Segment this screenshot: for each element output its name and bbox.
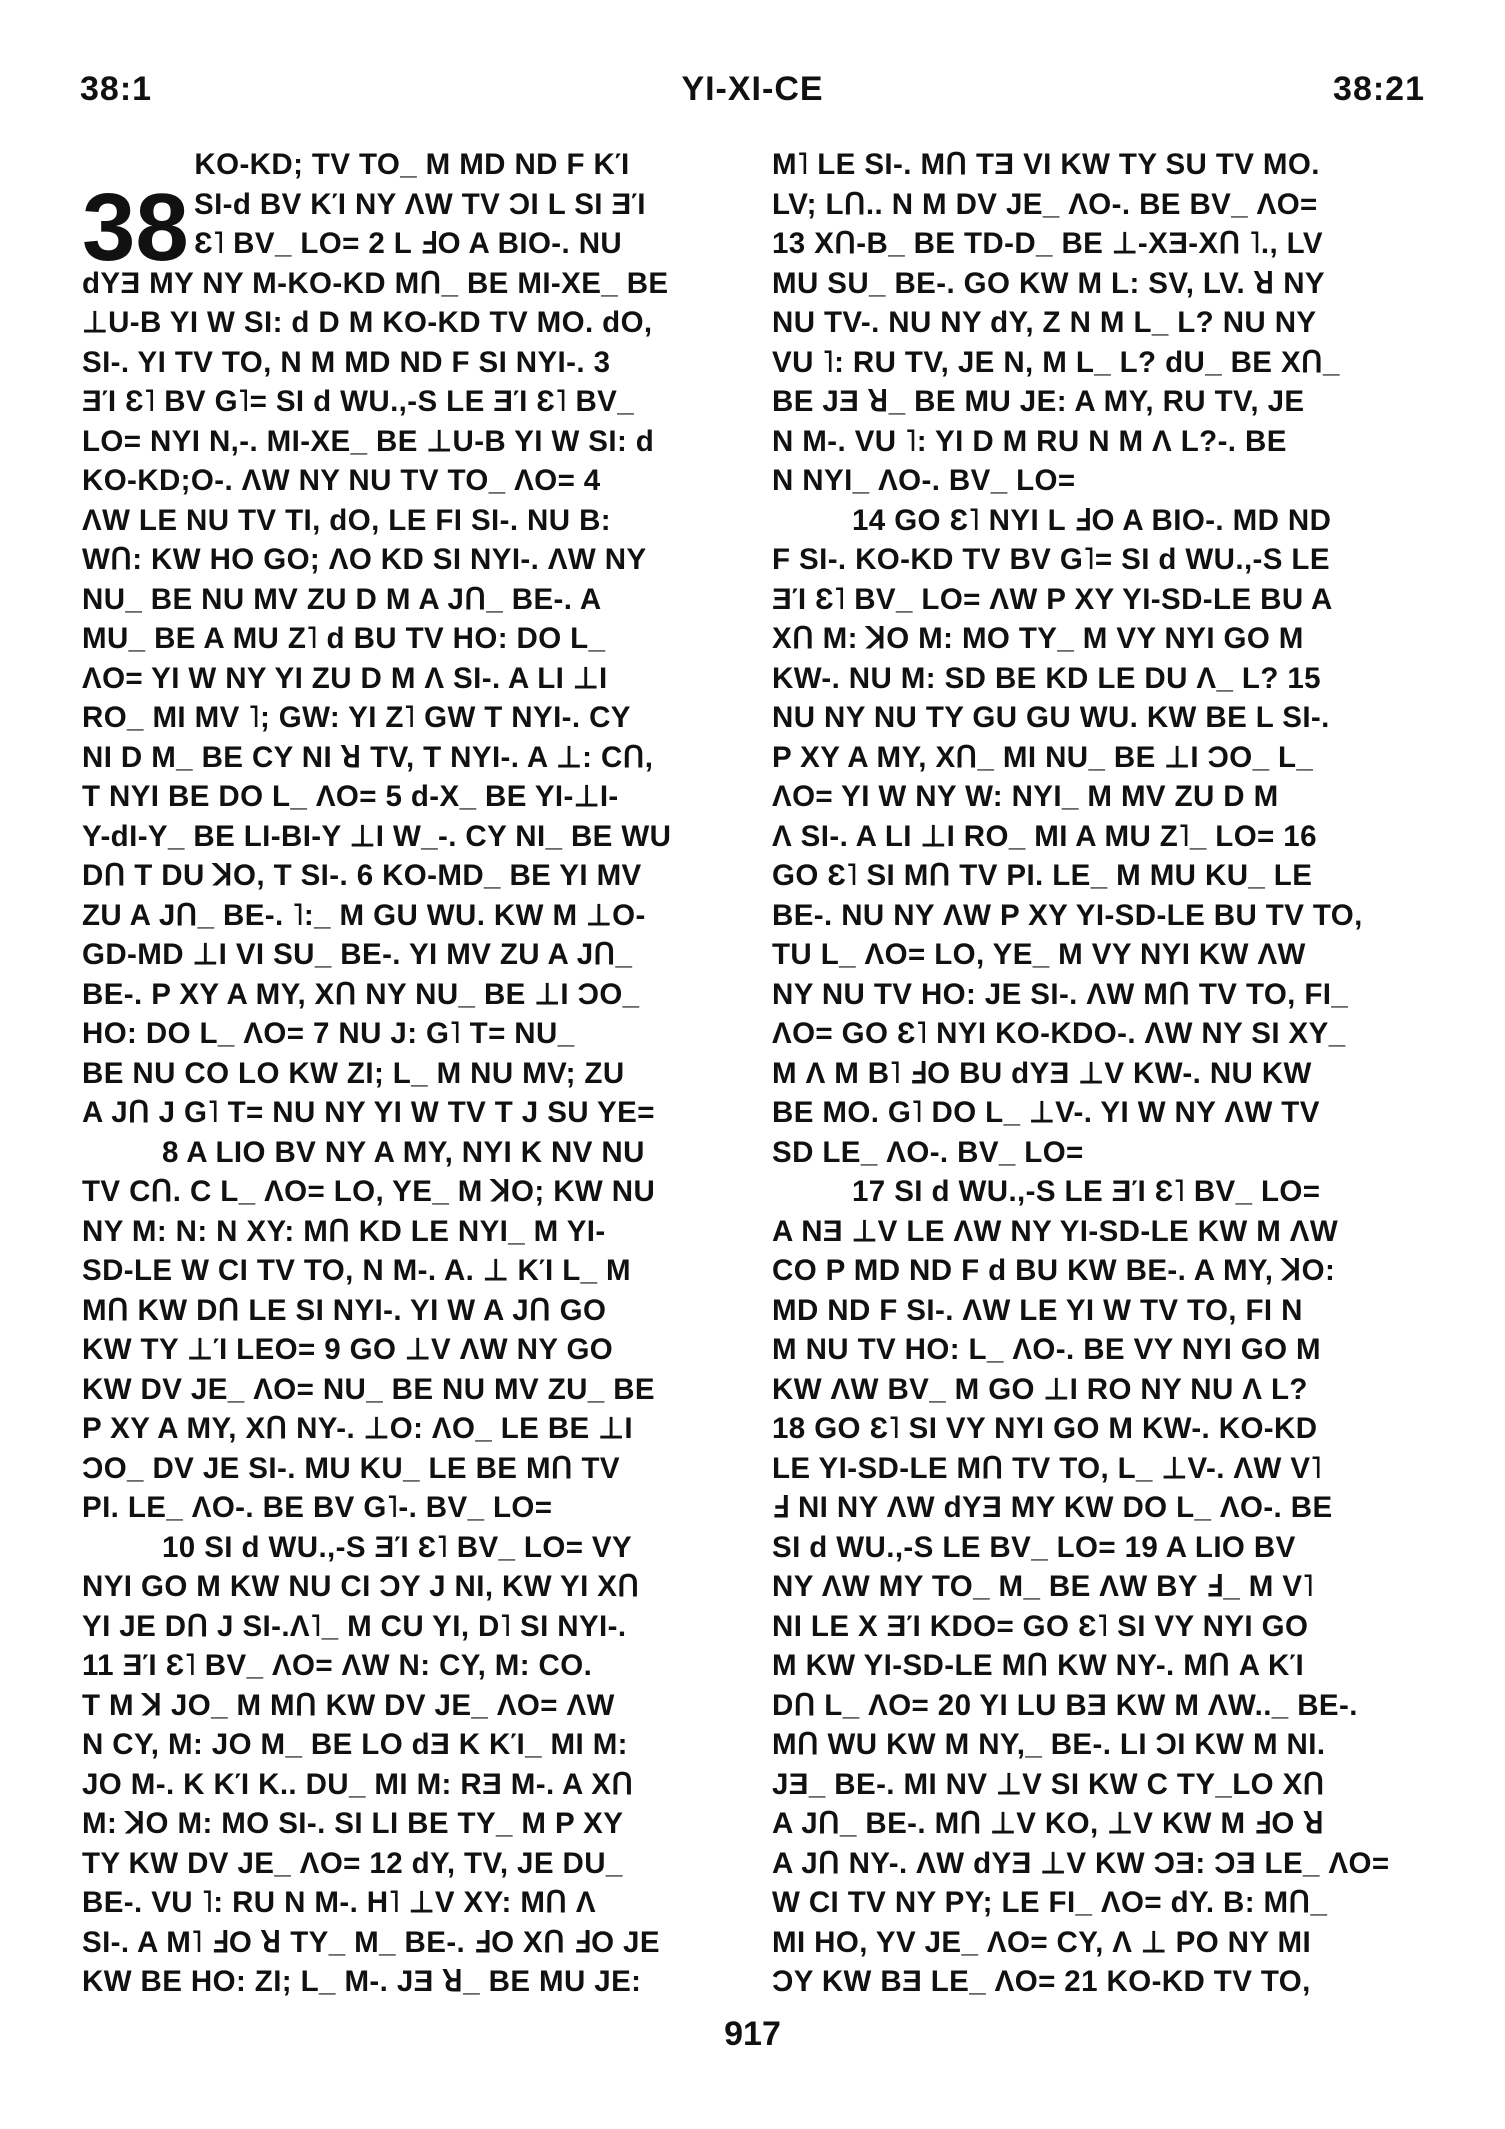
- text-line: SD LE_ ΛO-. BV_ LO=: [772, 1135, 1084, 1169]
- running-header: [80, 70, 1425, 120]
- text-line: SD-LE W CI TV TO, N M-. A. ⊥ ΚΊ L_ M: [82, 1254, 632, 1287]
- text-line: 17 SI d WU.,-S LE ƎΊ Ɛ˥ BV_ LO=: [852, 1175, 1321, 1208]
- text-line: MU_ BE A MU Z˥ d BU TV HO: DO L_: [82, 622, 606, 655]
- text-line: 13 XՈ-B_ BE TD-D_ BE ⊥-XƎ-XՈ ˥., LV: [772, 227, 1323, 260]
- text-line: Λ SI-. A LI ⊥I RO_ MI A MU Z˥_ LO= 16: [772, 819, 1317, 853]
- text-line: NY ΛW MY TO_ M_ BE ΛW BY Ⅎ_ M V˥: [772, 1570, 1315, 1603]
- text-line: MI HO, YV JE_ ΛO= CY, Λ ⊥ PO NY MI: [772, 1925, 1312, 1959]
- text-line: N NYI_ ΛO-. BV_ LO=: [772, 464, 1076, 497]
- text-line: KW DV JE_ ΛO= NU_ BE NU MV ZU_ BE: [82, 1372, 655, 1406]
- text-line: A NƎ ⊥V LE ΛW NY YI-SD-LE KW M ΛW: [772, 1214, 1339, 1248]
- chapter-number-dropcap: 38: [82, 174, 189, 281]
- text-line: T M ꓘ JO_ M MՈ KW DV JE_ ΛO= ΛW: [82, 1688, 615, 1722]
- text-line: 14 GO Ɛ˥ NYI L ℲO A BIO-. MD ND: [852, 503, 1332, 537]
- text-line: SI-. YI TV TO, N M MD ND F SI NYI-. 3: [82, 345, 611, 379]
- text-line: RO_ MI MV ˥; GW: YI Z˥ GW T NYI-. CY: [82, 701, 631, 734]
- text-line: W CI TV NY PY; LE FI_ ΛO= dY. B: MՈ_: [772, 1886, 1328, 1919]
- text-line: NU_ BE NU MV ZU D M A JՈ_ BE-. A: [82, 582, 602, 616]
- text-line: TV CՈ. C L_ ΛO= LO, YE_ M ꓘO; KW NU: [82, 1175, 656, 1208]
- text-line: VU ˥: RU TV, JE N, M L_ L? dU_ BE XՈ_: [772, 345, 1340, 379]
- text-line: ΛW LE NU TV TI, dO, LE FI SI-. NU B:: [82, 503, 611, 537]
- text-line: MU SU_ BE-. GO KW M L: SV, LV. ꓤ NY: [772, 266, 1325, 300]
- text-line: ƆY KW BƎ LE_ ΛO= 21 KO-KD TV TO,: [772, 1965, 1311, 1998]
- text-line: DՈ L_ ΛO= 20 YI LU BƎ KW M ΛW.._ BE-.: [772, 1688, 1358, 1722]
- text-line: Y-dI-Y_ BE LI-BI-Y ⊥I W_-. CY NI_ BE WU: [82, 819, 672, 853]
- left-text-column: [82, 145, 742, 2002]
- text-line: SI-. A M˥ ℲO ꓤ TY_ M_ BE-. ℲO XՈ ℲO JE: [82, 1925, 660, 1959]
- text-line: 8 A LIO BV NY A MY, NYI K NV NU: [162, 1135, 645, 1169]
- text-line: MՈ KW DՈ LE SI NYI-. YI W A JՈ GO: [82, 1293, 607, 1327]
- text-line: HO: DO L_ ΛO= 7 NU J: G˥ T= NU_: [82, 1017, 575, 1050]
- text-line: ⊥U-B YI W SI: d D M KO-KD TV MO. dO,: [82, 306, 653, 339]
- text-line: NI D M_ BE CY NI ꓤ TV, T NYI-. A ⊥: CՈ,: [82, 740, 654, 774]
- text-line: BE-. NU NY ΛW P XY YI-SD-LE BU TV TO,: [772, 898, 1363, 932]
- text-line: KO-KD;O-. ΛW NY NU TV TO_ ΛO= 4: [82, 464, 601, 497]
- text-line: 18 GO Ɛ˥ SI VY NYI GO M KW-. KO-KD: [772, 1412, 1318, 1445]
- text-line: Ɛ˥ BV_ LO= 2 L ℲO A BIO-. NU: [194, 227, 623, 260]
- text-line: DՈ T DU ꓘO, T SI-. 6 KO-MD_ BE YI MV: [82, 859, 642, 892]
- text-line: ƎΊ Ɛ˥ BV_ LO= ΛW P XY YI-SD-LE BU A: [772, 582, 1333, 616]
- text-line: NU NY NU TY GU GU WU. KW BE L SI-.: [772, 701, 1330, 734]
- text-line: N CY, M: JO M_ BE LO dƎ K ΚΊ_ MI M:: [82, 1728, 628, 1761]
- text-line: dYƎ MY NY M-KO-KD MՈ_ BE MI-XE_ BE: [82, 266, 669, 300]
- text-line: M Λ M B˥ ℲO BU dYƎ ⊥V KW-. NU KW: [772, 1056, 1312, 1090]
- text-line: TY KW DV JE_ ΛO= 12 dY, TV, JE DU_: [82, 1846, 623, 1880]
- text-line: ΛO= YI W NY YI ZU D M Λ SI-. A LI ⊥I: [82, 661, 608, 695]
- text-line: M˥ LE SI-. MՈ TƎ VI KW TY SU TV MO.: [772, 148, 1320, 181]
- text-line: KO-KD; TV TO_ M MD ND F ΚΊ: [194, 148, 630, 181]
- text-line: KW TY ⊥Ί LEO= 9 GO ⊥V ΛW NY GO: [82, 1333, 614, 1366]
- text-line: JƎ_ BE-. MI NV ⊥V SI KW C TY_LO XՈ: [772, 1767, 1325, 1801]
- text-line: N M-. VU ˥: YI D M RU N M Λ L?-. BE: [772, 424, 1287, 458]
- text-line: NY NU TV HO: JE SI-. ΛW MՈ TV TO, FI_: [772, 977, 1349, 1011]
- text-line: KW ΛW BV_ M GO ⊥I RO NY NU Λ L?: [772, 1372, 1308, 1406]
- text-line: XՈ M: ꓘO M: MO TY_ M VY NYI GO M: [772, 622, 1304, 655]
- text-line: 11 ƎΊ Ɛ˥ BV_ ΛO= ΛW N: CY, M: CO.: [82, 1649, 593, 1682]
- text-line: NI LE X ƎΊ KDO= GO Ɛ˥ SI VY NYI GO: [772, 1609, 1309, 1643]
- text-line: M: ꓘO M: MO SI-. SI LI BE TY_ M P XY: [82, 1807, 624, 1840]
- header-book-title: YI-XI-CE: [681, 70, 824, 108]
- text-line: A JՈ_ BE-. MՈ ⊥V KO, ⊥V KW M ℲO ꓤ: [772, 1807, 1325, 1840]
- text-line: P XY A MY, XՈ_ MI NU_ BE ⊥I ƆO_ L_: [772, 740, 1314, 774]
- text-line: GO Ɛ˥ SI MՈ TV PI. LE_ M MU KU_ LE: [772, 859, 1313, 892]
- text-line: F SI-. KO-KD TV BV G˥= SI d WU.,-S LE: [772, 543, 1330, 576]
- text-line: JO M-. K ΚΊ K.. DU_ MI M: RƎ M-. A XՈ: [82, 1767, 634, 1801]
- header-right-reference: 38:21: [1333, 70, 1425, 108]
- text-line: BE NU CO LO KW ZI; L_ M NU MV; ZU: [82, 1056, 625, 1090]
- right-text-column: [772, 145, 1432, 2002]
- text-line: 10 SI d WU.,-S ƎΊ Ɛ˥ BV_ LO= VY: [162, 1530, 633, 1564]
- text-line: BE-. VU ˥: RU N M-. H˥ ⊥V XY: MՈ Λ: [82, 1886, 596, 1919]
- text-line: KW BE HO: ZI; L_ M-. JƎ ꓤ_ BE MU JE:: [82, 1965, 642, 1998]
- text-line: T NYI BE DO L_ ΛO= 5 d-X_ BE YI-⊥I-: [82, 780, 619, 813]
- text-line: M NU TV HO: L_ ΛO-. BE VY NYI GO M: [772, 1333, 1322, 1366]
- text-line: KW-. NU M: SD BE KD LE DU Λ_ L? 15: [772, 661, 1321, 695]
- text-line: MՈ WU KW M NY,_ BE-. LI ƆI KW M NI.: [772, 1728, 1326, 1761]
- text-line: TU L_ ΛO= LO, YE_ M VY NYI KW ΛW: [772, 938, 1306, 971]
- header-left-reference: 38:1: [80, 70, 153, 108]
- text-line: CO P MD ND F d BU KW BE-. A MY, ꓘO:: [772, 1254, 1336, 1287]
- text-line: ƎΊ Ɛ˥ BV G˥= SI d WU.,-S LE ƎΊ Ɛ˥ BV_: [82, 385, 635, 418]
- text-line: NYI GO M KW NU CI ƆY J NI, KW YI XՈ: [82, 1570, 640, 1603]
- text-line: ƆO_ DV JE SI-. MU KU_ LE BE MՈ TV: [82, 1451, 621, 1485]
- text-line: NY M: N: N XY: MՈ KD LE NYI_ M YI-: [82, 1214, 606, 1248]
- text-line: ΛO= YI W NY W: NYI_ M MV ZU D M: [772, 780, 1279, 813]
- text-line: ZU A JՈ_ BE-. ˥:_ M GU WU. KW M ⊥O-: [82, 898, 646, 932]
- text-line: BE MO. G˥ DO L_ ⊥V-. YI W NY ΛW TV: [772, 1096, 1320, 1129]
- text-line: GD-MD ⊥I VI SU_ BE-. YI MV ZU A JՈ_: [82, 938, 633, 971]
- page-number: 917: [724, 2015, 781, 2053]
- text-line: Ⅎ NI NY ΛW dYƎ MY KW DO L_ ΛO-. BE: [772, 1491, 1333, 1524]
- text-line: M KW YI-SD-LE MՈ KW NY-. MՈ A ΚΊ: [772, 1649, 1305, 1682]
- text-line: SI-d BV ΚΊ NY ΛW TV ƆI L SI ƎΊ: [194, 187, 646, 221]
- text-line: LE YI-SD-LE MՈ TV TO, L_ ⊥V-. ΛW V˥: [772, 1451, 1323, 1485]
- text-line: YI JE DՈ J SI-.Λ˥_ M CU YI, D˥ SI NYI-.: [82, 1609, 627, 1643]
- text-line: SI d WU.,-S LE BV_ LO= 19 A LIO BV: [772, 1530, 1296, 1564]
- text-line: WՈ: KW HO GO; ΛO KD SI NYI-. ΛW NY: [82, 543, 647, 576]
- text-line: A JՈ J G˥ T= NU NY YI W TV T J SU YE=: [82, 1096, 655, 1129]
- text-line: A JՈ NY-. ΛW dYƎ ⊥V KW ƆƎ: ƆƎ LE_ ΛO=: [772, 1846, 1390, 1880]
- text-line: P XY A MY, XՈ NY-. ⊥O: ΛO_ LE BE ⊥I: [82, 1412, 633, 1445]
- text-line: ΛO= GO Ɛ˥ NYI KO-KDO-. ΛW NY SI XY_: [772, 1017, 1346, 1050]
- text-line: LO= NYI N,-. MI-XE_ BE ⊥U-B YI W SI: d: [82, 424, 655, 458]
- text-line: PI. LE_ ΛO-. BE BV G˥-. BV_ LO=: [82, 1491, 553, 1524]
- text-line: MD ND F SI-. ΛW LE YI W TV TO, FI N: [772, 1293, 1303, 1327]
- text-line: BE JƎ ꓤ_ BE MU JE: A MY, RU TV, JE: [772, 385, 1305, 418]
- text-line: LV; LՈ.. N M DV JE_ ΛO-. BE BV_ ΛO=: [772, 187, 1318, 221]
- text-line: NU TV-. NU NY dY, Z N M L_ L? NU NY: [772, 306, 1317, 339]
- text-line: BE-. P XY A MY, XՈ NY NU_ BE ⊥I ƆO_: [82, 977, 640, 1011]
